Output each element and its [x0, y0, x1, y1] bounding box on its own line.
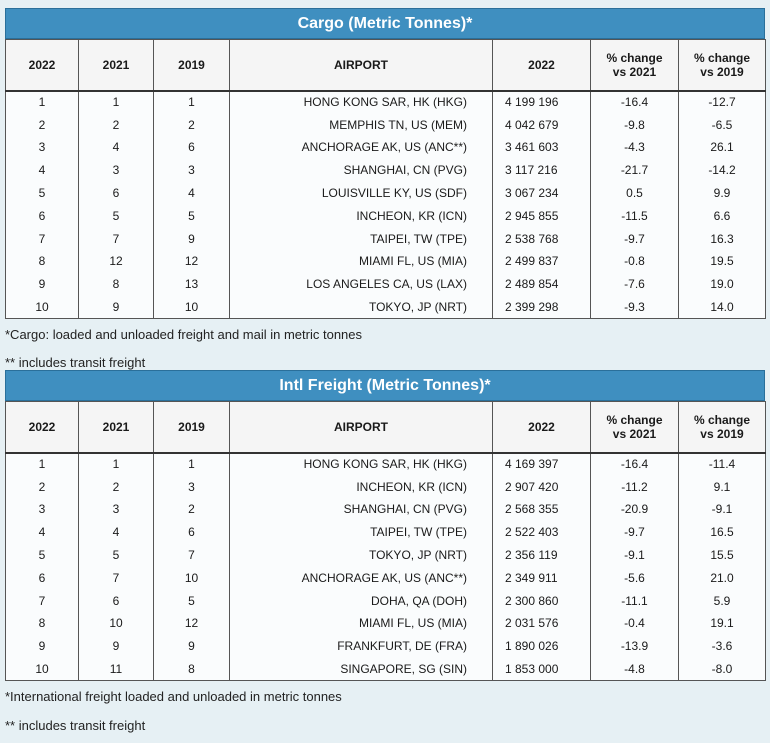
- table-row: [6, 612, 766, 635]
- cell-change-2019: 19.1: [679, 612, 766, 635]
- cell-rank-2021: 3: [79, 159, 154, 182]
- cell-rank-2021: 7: [79, 566, 154, 589]
- table-row: [6, 453, 766, 476]
- cell-rank-2022: 5: [38, 548, 46, 563]
- table-row: [6, 521, 766, 544]
- table-row: [6, 296, 766, 319]
- cell-rank-2021: 8: [79, 273, 154, 296]
- cell-change-2021: -9.7: [591, 521, 679, 544]
- cell-change-2021: -20.9: [591, 498, 679, 521]
- table-row: [6, 635, 766, 658]
- cell-rank-2019: 9: [154, 227, 230, 250]
- freight-title: Intl Freight (Metric Tonnes)*: [5, 370, 765, 401]
- cell-airport: DOHA, QA (DOH): [230, 589, 493, 612]
- cell-volume-2022: 3 067 234: [493, 182, 591, 205]
- cell-rank-2019: 10: [154, 566, 230, 589]
- cell-rank-2022: 3: [38, 502, 46, 517]
- header-rank-2022: 2022: [6, 40, 79, 91]
- cell-rank-2022: 7: [38, 231, 46, 246]
- table-row: [6, 136, 766, 159]
- cell-change-2019: 9.1: [679, 475, 766, 498]
- cargo-transit-note: ** includes transit freight: [5, 354, 146, 370]
- cell-rank-2022: 8: [38, 254, 46, 269]
- cell-rank-2021: 5: [79, 204, 154, 227]
- cell-rank-2019: 2: [154, 113, 230, 136]
- cell-volume-2022: 2 300 860: [493, 589, 591, 612]
- cell-rank-2022: 6: [38, 570, 46, 585]
- cell-airport: MIAMI FL, US (MIA): [230, 612, 493, 635]
- cell-rank-2021: 2: [79, 475, 154, 498]
- cell-airport: ANCHORAGE AK, US (ANC**): [230, 566, 493, 589]
- cell-rank-2021: 1: [79, 453, 154, 476]
- cell-airport: FRANKFURT, DE (FRA): [230, 635, 493, 658]
- header-airport: AIRPORT: [230, 402, 493, 453]
- header-rank-2019: 2019: [154, 40, 230, 91]
- cell-rank-2022: 3: [38, 140, 46, 155]
- cell-rank-2019: 8: [154, 658, 230, 681]
- cell-volume-2022: 2 945 855: [493, 204, 591, 227]
- cell-volume-2022: 4 169 397: [493, 453, 591, 476]
- cell-rank-2019: 3: [154, 475, 230, 498]
- cell-change-2021: -9.3: [591, 296, 679, 319]
- freight-transit-note: ** includes transit freight: [5, 717, 146, 733]
- table-row: [6, 159, 766, 182]
- table-row: [6, 589, 766, 612]
- cell-change-2019: -14.2: [679, 159, 766, 182]
- cell-airport: MIAMI FL, US (MIA): [230, 250, 493, 273]
- table-row: [6, 91, 766, 114]
- cargo-section: [5, 8, 765, 370]
- header-change-2019: % change vs 2019: [679, 402, 766, 453]
- cell-volume-2022: 2 356 119: [493, 544, 591, 567]
- cell-rank-2022: 9: [38, 639, 46, 654]
- cell-airport: MEMPHIS TN, US (MEM): [230, 113, 493, 136]
- header-volume-2022: 2022: [493, 40, 591, 91]
- cargo-table: [5, 39, 766, 319]
- cell-airport: ANCHORAGE AK, US (ANC**): [230, 136, 493, 159]
- cell-change-2021: 0.5: [591, 182, 679, 205]
- cell-volume-2022: 2 031 576: [493, 612, 591, 635]
- cell-rank-2021: 7: [79, 227, 154, 250]
- cell-rank-2022: 4: [38, 163, 46, 178]
- cell-change-2021: -11.5: [591, 204, 679, 227]
- table-header-row: [6, 402, 766, 453]
- cell-airport: INCHEON, KR (ICN): [230, 204, 493, 227]
- cell-change-2019: -11.4: [679, 453, 766, 476]
- cell-change-2021: -0.4: [591, 612, 679, 635]
- cell-rank-2021: 12: [79, 250, 154, 273]
- cell-volume-2022: 2 907 420: [493, 475, 591, 498]
- cell-airport: TOKYO, JP (NRT): [230, 544, 493, 567]
- cell-rank-2019: 2: [154, 498, 230, 521]
- cell-change-2019: 14.0: [679, 296, 766, 319]
- cell-rank-2019: 1: [154, 91, 230, 114]
- cell-rank-2019: 6: [154, 136, 230, 159]
- header-rank-2019: 2019: [154, 402, 230, 453]
- cell-change-2021: -16.4: [591, 453, 679, 476]
- cell-airport: SINGAPORE, SG (SIN): [230, 658, 493, 681]
- table-row: [6, 544, 766, 567]
- cell-volume-2022: 2 349 911: [493, 566, 591, 589]
- cell-rank-2019: 5: [154, 204, 230, 227]
- cell-rank-2019: 4: [154, 182, 230, 205]
- cell-volume-2022: 2 568 355: [493, 498, 591, 521]
- cell-volume-2022: 1 890 026: [493, 635, 591, 658]
- cell-change-2021: -5.6: [591, 566, 679, 589]
- cell-change-2019: 6.6: [679, 204, 766, 227]
- cell-rank-2021: 2: [79, 113, 154, 136]
- table-row: [6, 113, 766, 136]
- cell-rank-2021: 11: [79, 658, 154, 681]
- table-row: [6, 566, 766, 589]
- freight-section: [5, 370, 765, 733]
- cell-rank-2022: 1: [38, 95, 46, 110]
- cell-rank-2021: 4: [79, 521, 154, 544]
- cell-volume-2022: 3 461 603: [493, 136, 591, 159]
- header-change-2019: % change vs 2019: [679, 40, 766, 91]
- cell-rank-2019: 6: [154, 521, 230, 544]
- table-row: [6, 250, 766, 273]
- cell-change-2021: -0.8: [591, 250, 679, 273]
- cell-change-2021: -16.4: [591, 91, 679, 114]
- cell-volume-2022: 2 538 768: [493, 227, 591, 250]
- table-row: [6, 273, 766, 296]
- cell-airport: TAIPEI, TW (TPE): [230, 521, 493, 544]
- cell-airport: INCHEON, KR (ICN): [230, 475, 493, 498]
- cargo-notes: [5, 327, 765, 370]
- cell-rank-2021: 1: [79, 91, 154, 114]
- cell-volume-2022: 4 042 679: [493, 113, 591, 136]
- cell-change-2019: 15.5: [679, 544, 766, 567]
- cell-volume-2022: 2 399 298: [493, 296, 591, 319]
- cell-rank-2019: 13: [154, 273, 230, 296]
- cell-rank-2019: 10: [154, 296, 230, 319]
- cell-airport: SHANGHAI, CN (PVG): [230, 498, 493, 521]
- cell-change-2021: -9.8: [591, 113, 679, 136]
- freight-table: [5, 401, 766, 681]
- cell-change-2019: 16.3: [679, 227, 766, 250]
- cell-rank-2021: 3: [79, 498, 154, 521]
- cell-change-2019: -12.7: [679, 91, 766, 114]
- header-volume-2022: 2022: [493, 402, 591, 453]
- header-change-2021: % change vs 2021: [591, 40, 679, 91]
- cell-change-2021: -9.1: [591, 544, 679, 567]
- cell-rank-2021: 6: [79, 182, 154, 205]
- cell-volume-2022: 4 199 196: [493, 91, 591, 114]
- cell-rank-2021: 5: [79, 544, 154, 567]
- cell-change-2019: -8.0: [679, 658, 766, 681]
- table-row: [6, 498, 766, 521]
- table-row: [6, 658, 766, 681]
- cell-rank-2022: 1: [38, 457, 46, 472]
- cell-rank-2022: 10: [35, 299, 49, 314]
- cell-airport: HONG KONG SAR, HK (HKG): [230, 453, 493, 476]
- cell-change-2021: -4.8: [591, 658, 679, 681]
- cell-change-2019: 19.0: [679, 273, 766, 296]
- cell-rank-2019: 12: [154, 250, 230, 273]
- cell-change-2019: 26.1: [679, 136, 766, 159]
- cell-change-2019: 5.9: [679, 589, 766, 612]
- cell-change-2019: -6.5: [679, 113, 766, 136]
- cell-rank-2022: 2: [38, 117, 46, 132]
- header-rank-2022: 2022: [6, 402, 79, 453]
- table-row: [6, 227, 766, 250]
- header-rank-2021: 2021: [79, 40, 154, 91]
- cell-rank-2022: 7: [38, 593, 46, 608]
- cell-change-2021: -21.7: [591, 159, 679, 182]
- table-row: [6, 475, 766, 498]
- cell-change-2019: -9.1: [679, 498, 766, 521]
- cell-volume-2022: 2 499 837: [493, 250, 591, 273]
- cell-change-2021: -11.2: [591, 475, 679, 498]
- header-rank-2021: 2021: [79, 402, 154, 453]
- cell-change-2021: -7.6: [591, 273, 679, 296]
- cell-airport: TOKYO, JP (NRT): [230, 296, 493, 319]
- header-change-2021: % change vs 2021: [591, 402, 679, 453]
- cell-rank-2019: 3: [154, 159, 230, 182]
- table-header-row: [6, 40, 766, 91]
- table-row: [6, 204, 766, 227]
- cell-rank-2022: 4: [38, 525, 46, 540]
- cell-rank-2022: 5: [38, 186, 46, 201]
- cell-rank-2021: 9: [79, 296, 154, 319]
- freight-notes: [5, 689, 765, 733]
- header-airport: AIRPORT: [230, 40, 493, 91]
- cell-airport: LOUISVILLE KY, US (SDF): [230, 182, 493, 205]
- cell-change-2019: 19.5: [679, 250, 766, 273]
- cell-airport: LOS ANGELES CA, US (LAX): [230, 273, 493, 296]
- cell-airport: SHANGHAI, CN (PVG): [230, 159, 493, 182]
- table-row: [6, 182, 766, 205]
- cell-rank-2022: 10: [35, 661, 49, 676]
- cargo-title: Cargo (Metric Tonnes)*: [5, 8, 765, 39]
- cell-rank-2021: 10: [79, 612, 154, 635]
- cell-rank-2019: 1: [154, 453, 230, 476]
- freight-footnote: *International freight loaded and unloaded in metric tonnes: [5, 688, 342, 704]
- cell-change-2021: -4.3: [591, 136, 679, 159]
- cell-rank-2021: 4: [79, 136, 154, 159]
- cell-rank-2019: 12: [154, 612, 230, 635]
- cell-change-2021: -9.7: [591, 227, 679, 250]
- cell-rank-2021: 9: [79, 635, 154, 658]
- cell-rank-2019: 7: [154, 544, 230, 567]
- cell-rank-2019: 9: [154, 635, 230, 658]
- cell-change-2019: -3.6: [679, 635, 766, 658]
- cargo-footnote: *Cargo: loaded and unloaded freight and mail in metric tonnes: [5, 326, 363, 342]
- cell-rank-2019: 5: [154, 589, 230, 612]
- cell-change-2019: 16.5: [679, 521, 766, 544]
- cell-rank-2022: 9: [38, 277, 46, 292]
- cell-change-2019: 21.0: [679, 566, 766, 589]
- cell-change-2021: -11.1: [591, 589, 679, 612]
- cell-rank-2021: 6: [79, 589, 154, 612]
- cell-volume-2022: 2 489 854: [493, 273, 591, 296]
- cell-rank-2022: 8: [38, 616, 46, 631]
- cell-rank-2022: 6: [38, 208, 46, 223]
- cell-airport: HONG KONG SAR, HK (HKG): [230, 91, 493, 114]
- cell-change-2021: -13.9: [591, 635, 679, 658]
- cell-volume-2022: 1 853 000: [493, 658, 591, 681]
- cell-rank-2022: 2: [38, 479, 46, 494]
- cell-change-2019: 9.9: [679, 182, 766, 205]
- cell-volume-2022: 3 117 216: [493, 159, 591, 182]
- cell-volume-2022: 2 522 403: [493, 521, 591, 544]
- cell-airport: TAIPEI, TW (TPE): [230, 227, 493, 250]
